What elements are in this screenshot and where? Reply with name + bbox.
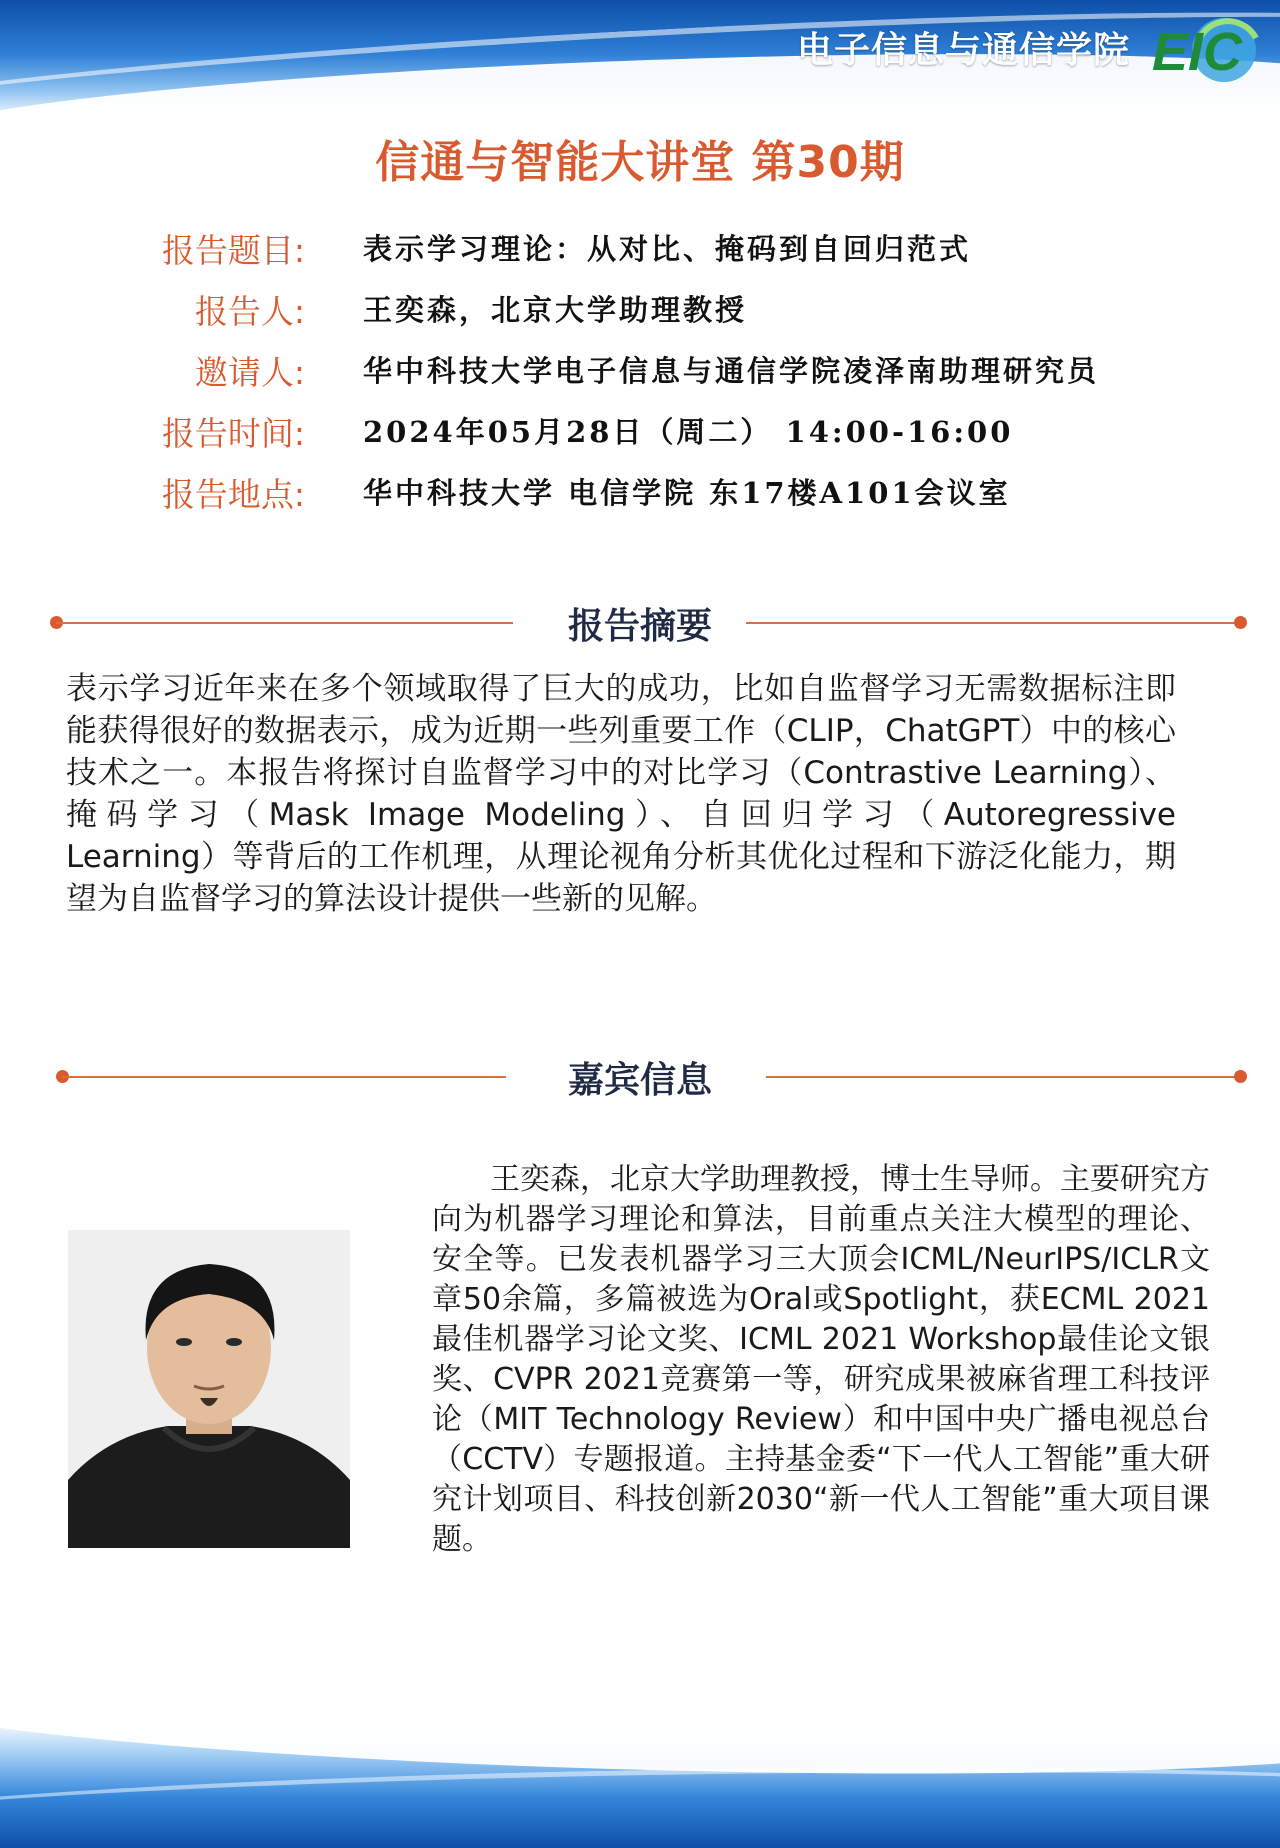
info-label: 报告人: [194,292,305,331]
info-row-location [0,469,1280,530]
info-value: 华中科技大学电子信息与通信学院凌泽南助理研究员 [363,354,1100,388]
guest-bio: 王奕森，北京大学助理教授，博士生导师。主要研究方向为机器学习理论和算法，目前重点关注大模型的理论、安全等。已发表机器学习三大顶会ICML/NeurIPS/ICLR文章50余篇，多篇被选为Oral或Spotlight，获ECML 2021最佳机器学习论文奖、ICML 2021 Workshop最佳论文银奖、CVPR 2021竞赛第一等，研究成果被麻省理工科技评论（MIT Technology Review）和中国中央广播电视总台（CCTV）专题报道。主持基金委“下一代人工智能”重大研究计划项目、科技创新2030“新一代人工智能”重大项目课题。 [432,1162,1210,1557]
info-label: 报告题目: [161,231,305,270]
svg-text:EIC: EIC [1152,22,1243,82]
info-row-inviter [0,347,1280,408]
abstract-heading-text: 报告摘要 [567,606,712,647]
heading-dot-right [1234,1070,1247,1083]
info-row-speaker [0,286,1280,347]
bottom-banner [0,1720,1280,1848]
heading-line-right [766,1076,1240,1078]
guest-heading-text: 嘉宾信息 [567,1060,712,1101]
speaker-photo [68,1230,350,1548]
info-row-topic [0,225,1280,286]
abstract-heading [0,598,1280,648]
guest-heading [0,1052,1280,1102]
info-label: 邀请人: [194,353,305,392]
info-value: 华中科技大学 电信学院 东17楼A101会议室 [363,476,1011,510]
info-value: 表示学习理论：从对比、掩码到自回归范式 [363,232,972,266]
college-name: 电子信息与通信学院 [796,30,1130,71]
heading-dot-right [1234,616,1247,629]
info-label: 报告时间: [161,414,305,453]
eic-logo-icon [1146,8,1266,88]
info-value: 王奕森，北京大学助理教授 [363,293,748,327]
info-value: 2024年05月28日（周二） 14:00-16:00 [363,415,1014,449]
abstract-text: 表示学习近年来在多个领域取得了巨大的成功，比如自监督学习无需数据标注即能获得很好的数据表示，成为近期一些列重要工作（CLIP，ChatGPT）中的核心技术之一。本报告将探讨自监督学习中的对比学习（Contrastive Learning）、掩码学习（Mask Image Modeling）、自回归学习（Autoregressive Learning）等背后的工作机理，从理论视角分析其优化过程和下游泛化能力，期望为自监督学习的算法设计提供一些新的见解。 [66,671,1176,917]
info-row-time [0,408,1280,469]
eic-logo [1146,8,1266,88]
speaker-portrait-icon [68,1230,350,1548]
info-label: 报告地点: [161,475,305,514]
lecture-info [0,225,1280,530]
lecture-title: 信通与智能大讲堂 第30期 [375,137,905,188]
heading-line-right [746,622,1240,624]
